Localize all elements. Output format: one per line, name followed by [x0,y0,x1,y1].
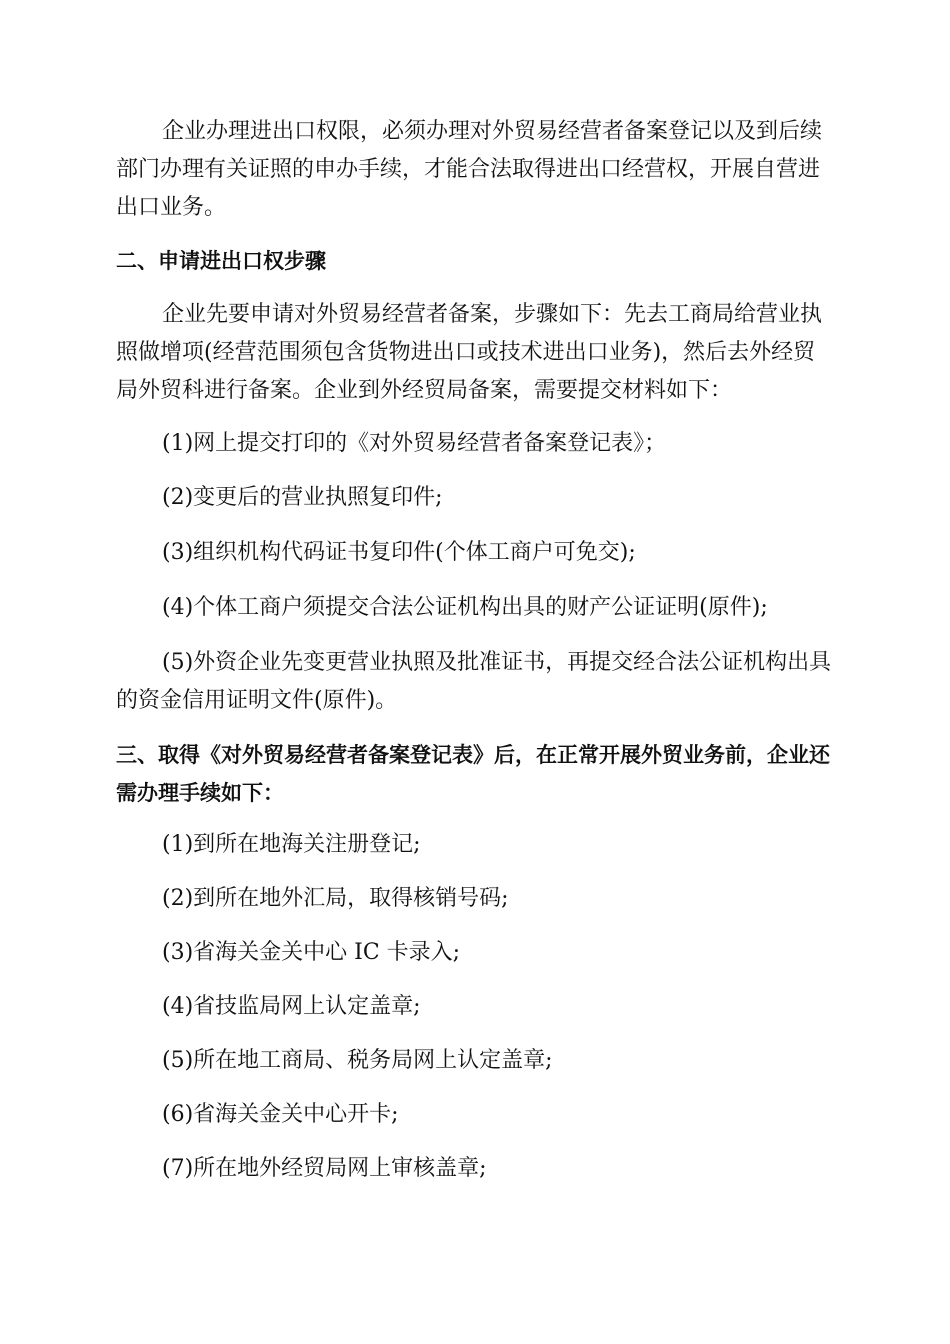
section-heading-3: 三、取得《对外贸易经营者备案登记表》后，在正常开展外贸业务前，企业还需办理手续如下： [116,743,830,805]
list-item: (2)到所在地外汇局，取得核销号码; [162,886,509,911]
list-item: (3)省海关金关中心 IC 卡录入; [162,940,461,965]
list-item: (1)网上提交打印的《对外贸易经营者备案登记表》； [162,431,667,456]
section-heading-2: 二、申请进出口权步骤 [116,249,326,273]
steps-paragraph: 企业先要申请对外贸易经营者备案，步骤如下：先去工商局给营业执照做增项(经营范围须包含货物进出口或技术进出口业务)，然后去外经贸局外贸科进行备案。企业到外经贸局备案，需要提交材料如下： [116,302,823,403]
list-item: (2)变更后的营业执照复印件; [162,485,443,510]
intro-paragraph: 企业办理进出口权限，必须办理对外贸易经营者备案登记以及到后续部门办理有关证照的申办手续，才能合法取得进出口经营权，开展自营进出口业务。 [116,119,823,220]
list-item: (4)省技监局网上认定盖章; [162,994,421,1019]
list-item: (1)到所在地海关注册登记; [162,832,421,857]
list-item: (7)所在地外经贸局网上审核盖章; [162,1156,487,1181]
list-item: (4)个体工商户须提交合法公证机构出具的财产公证证明(原件); [162,595,768,620]
list-item: (6)省海关金关中心开卡; [162,1102,399,1127]
list-item: (5)外资企业先变更营业执照及批准证书，再提交经合法公证机构出具的资金信用证明文件(原件)。 [116,650,832,713]
list-item: (3)组织机构代码证书复印件(个体工商户可免交); [162,540,636,565]
list-item: (5)所在地工商局、税务局网上认定盖章; [162,1048,553,1073]
